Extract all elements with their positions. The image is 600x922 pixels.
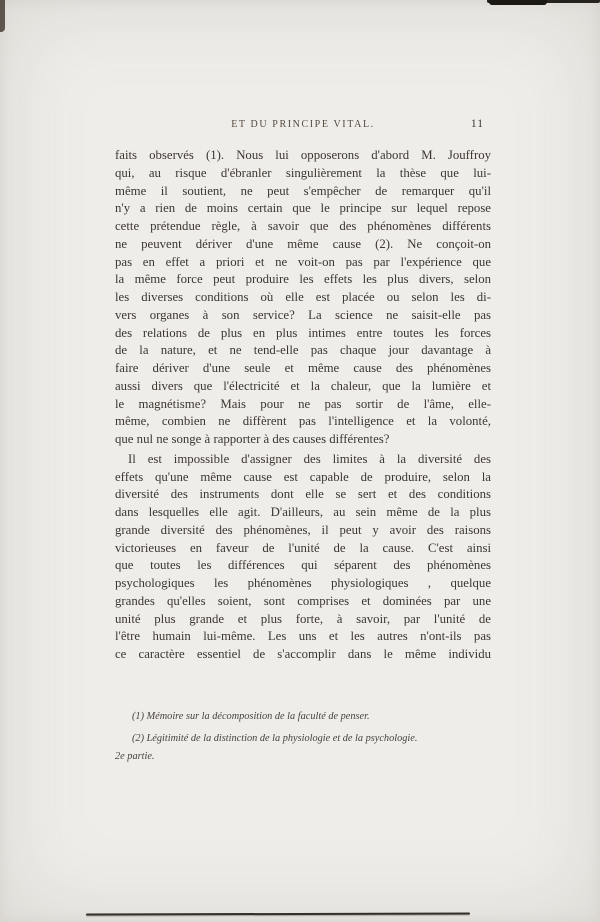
text-line: qui, au risque d'ébranler singulièrement la thèse que lui- (115, 165, 491, 180)
text-line: ne peuvent dériver d'une même cause (2). Ne conçoit-on (115, 236, 491, 251)
running-title: ET DU PRINCIPE VITAL. (231, 119, 375, 130)
text-line: faire dériver d'une seule et même cause des phénomènes (115, 361, 491, 375)
page-header (115, 119, 491, 135)
scan-artifact-bottom-edge (86, 912, 470, 915)
text-line: des relations de plus en plus intimes entre toutes les forces (115, 325, 491, 340)
text-line: grandes qu'elles soient, sont comprises et dominées par une (115, 593, 491, 608)
footnote-2-line-1: (2) Légitimité de la distinction de la physiologie et de la psychologie. (132, 732, 418, 744)
text-line: diversité des instruments dont elle se sert et des conditions (115, 487, 491, 502)
text-line: psychologiques les phénomènes physiologiques , quelque (115, 576, 491, 590)
footnotes-block (115, 708, 497, 767)
text-line: l'être humain lui-même. Les uns et les autres n'ont-ils pas (115, 629, 491, 644)
text-line: pas en effet a priori et ne voit-on pas par l'expérience que (115, 254, 491, 269)
footnote-1: (1) Mémoire sur la décomposition de la faculté de penser. (132, 711, 370, 722)
footnote-2-line-2: 2e partie. (115, 751, 155, 762)
scan-artifact-left-edge (0, 0, 5, 32)
scan-artifact-top-edge-blob (489, 0, 547, 5)
text-line: grande diversité des phénomènes, il peut y avoir des raisons (115, 522, 491, 537)
text-line: les diverses conditions où elle est placée ou selon les di- (115, 290, 491, 304)
paragraph-2 (115, 451, 491, 664)
text-line: dans lesquelles elle agit. D'ailleurs, au sein même de la plus (115, 505, 491, 519)
text-line: ce caractère essentiel de s'accomplir dans le même individu (115, 647, 491, 661)
text-line: que toutes les différences qui séparent des phénomènes (115, 558, 491, 573)
text-line: unité plus grande et plus forte, à savoir, par l'unité de (115, 611, 491, 626)
text-line: effets qu'une même cause est capable de produire, selon la (115, 469, 491, 484)
text-line: cette prétendue règle, à savoir que des phénomènes différents (115, 219, 491, 233)
main-text-block (115, 147, 491, 664)
text-line: de la nature, et ne tend-elle pas chaque jour davantage à (115, 343, 491, 358)
text-line: faits observés (1). Nous lui opposerons d'abord M. Jouffroy (115, 148, 491, 162)
text-line: vers organes à son service? La science ne saisit-elle pas (115, 307, 491, 322)
text-line: même, combien ne diffèrent pas l'intelligence et la volonté, (115, 414, 491, 429)
text-line: la même force peut produire les effets les plus divers, selon (115, 272, 491, 287)
text-line: même il soutient, ne peut s'empêcher de remarquer qu'il (115, 183, 491, 198)
text-line: n'y a rien de moins certain que le principe sur lequel repose (115, 201, 491, 216)
text-line: aussi divers que l'électricité et la chaleur, que la lumière et (115, 378, 491, 393)
page-number: 11 (470, 118, 484, 130)
text-line: Il est impossible d'assigner des limites à la diversité des (128, 451, 491, 466)
paragraph-1 (115, 147, 491, 449)
text-line: le magnétisme? Mais pour ne pas sortir de l'âme, elle- (115, 396, 491, 411)
text-line: victorieuses en faveur de l'unité de la cause. C'est ainsi (115, 540, 491, 555)
text-line: que nul ne songe à rapporter à des causes différentes? (115, 432, 390, 446)
